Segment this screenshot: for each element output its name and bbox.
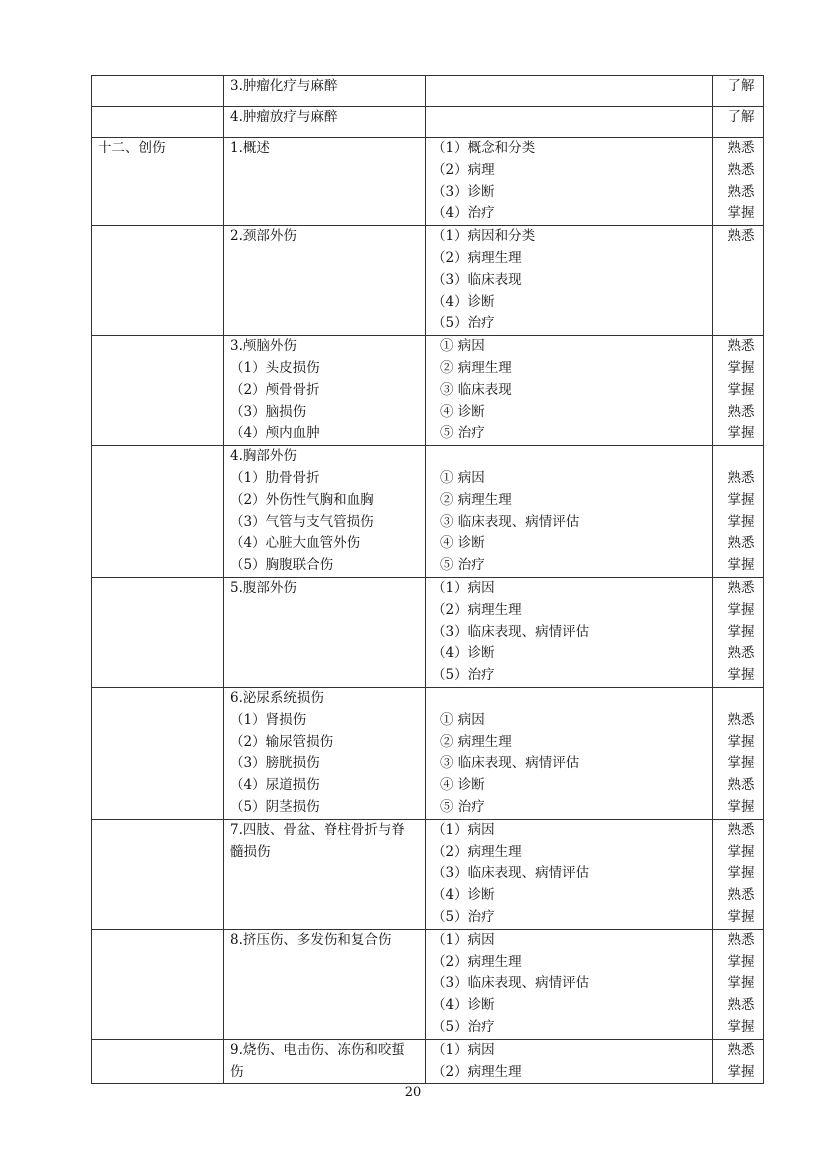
- topic-cell: [92, 336, 224, 446]
- content-cell: [426, 687, 713, 819]
- subtopic-cell: [224, 1039, 426, 1084]
- content-item: ③ 临床表现、病情评估: [440, 513, 580, 530]
- requirement-level: 熟悉: [727, 579, 755, 596]
- topic-cell: [92, 929, 224, 1039]
- content-cell: [426, 138, 713, 226]
- content-item: （3）临床表现: [432, 271, 522, 288]
- content-item: （5）治疗: [432, 315, 495, 332]
- table-row: [92, 577, 764, 687]
- subtopic-title: 8.挤压伤、多发伤和复合伤: [230, 931, 392, 948]
- topic-cell: [92, 76, 224, 107]
- requirement-level: 掌握: [727, 843, 755, 860]
- subtopic-cell: [224, 107, 426, 138]
- requirement-level: 熟悉: [727, 183, 755, 200]
- subtopic-title: 1.概述: [230, 140, 270, 156]
- page-number: 20: [404, 1085, 422, 1100]
- requirement-level-cell: [713, 929, 764, 1039]
- requirement-level: 熟悉: [727, 338, 755, 355]
- subtopic-item: 髓损伤: [230, 843, 271, 860]
- requirement-level-cell: [713, 1039, 764, 1084]
- requirement-level: [719, 688, 763, 710]
- subtopic-item: （3）气管与支气管损伤: [230, 513, 374, 530]
- content-item: ① 病因: [440, 711, 485, 728]
- requirement-level: 掌握: [727, 359, 755, 376]
- requirement-level: 掌握: [727, 425, 755, 442]
- content-item: ③ 临床表现、病情评估: [440, 755, 580, 772]
- content-cell: [426, 819, 713, 929]
- subtopic-cell: [224, 819, 426, 929]
- content-item: （4）诊断: [432, 645, 495, 662]
- subtopic-title: 4.胸部外伤: [230, 448, 297, 465]
- content-item: （1）病因: [432, 821, 495, 838]
- content-item: （3）临床表现、病情评估: [432, 865, 590, 882]
- subtopic-item: 伤: [230, 1063, 244, 1080]
- subtopic-item: （2）输尿管损伤: [230, 733, 334, 750]
- table-row: [92, 1039, 764, 1084]
- requirement-level: 熟悉: [727, 140, 755, 156]
- content-item: （2）病理生理: [432, 953, 522, 970]
- subtopic-item: （1）肋骨骨折: [230, 469, 320, 486]
- content-item: （4）治疗: [432, 205, 495, 222]
- requirement-level: 掌握: [727, 205, 755, 222]
- subtopic-item: （5）胸腹联合伤: [230, 557, 334, 574]
- requirement-level: 熟悉: [727, 821, 755, 838]
- subtopic-cell: [224, 577, 426, 687]
- content-item: ⑤ 治疗: [440, 557, 485, 574]
- content-item: ⑤ 治疗: [440, 798, 485, 815]
- subtopic-title: 9.烧伤、电击伤、冻伤和咬蜇: [230, 1041, 405, 1058]
- content-item: （5）治疗: [432, 908, 495, 925]
- content-cell: [426, 577, 713, 687]
- content-item: ① 病因: [440, 469, 485, 486]
- topic-cell: [92, 226, 224, 336]
- requirement-level: 熟悉: [727, 887, 755, 904]
- requirement-level: 掌握: [727, 733, 755, 750]
- content-item: ② 病理生理: [440, 359, 512, 376]
- subtopic-title: 5.腹部外伤: [230, 579, 297, 596]
- subtopic-title: 6.泌尿系统损伤: [230, 689, 324, 706]
- content-item: （3）诊断: [432, 183, 495, 200]
- content-item: （2）病理: [432, 161, 495, 178]
- requirement-level: 了解: [727, 78, 755, 94]
- content-cell: [426, 107, 713, 138]
- content-item: ② 病理生理: [440, 733, 512, 750]
- requirement-level: 掌握: [727, 381, 755, 398]
- requirement-level: 熟悉: [727, 1041, 755, 1058]
- requirement-level: 掌握: [727, 1063, 755, 1080]
- content-cell: [426, 446, 713, 578]
- requirement-level: 熟悉: [727, 403, 755, 420]
- table-row: [92, 76, 764, 107]
- requirement-level: 掌握: [727, 755, 755, 772]
- syllabus-table-body: [92, 76, 764, 1084]
- content-item: （2）病理生理: [432, 249, 522, 266]
- subtopic-item: （3）膀胱损伤: [230, 755, 320, 772]
- subtopic-item: （5）阴茎损伤: [230, 798, 320, 815]
- content-item: （3）临床表现、病情评估: [432, 623, 590, 640]
- content-item: （5）治疗: [432, 1018, 495, 1035]
- requirement-level: 掌握: [727, 667, 755, 684]
- content-cell: [426, 1039, 713, 1084]
- table-row: [92, 687, 764, 819]
- topic-cell: [92, 138, 224, 226]
- topic-cell: [92, 577, 224, 687]
- requirement-level: 掌握: [727, 513, 755, 530]
- subtopic-item: （4）心脏大血管外伤: [230, 535, 361, 552]
- requirement-level-cell: [713, 226, 764, 336]
- topic-cell: [92, 687, 224, 819]
- requirement-level: 掌握: [727, 557, 755, 574]
- content-item: （2）病理生理: [432, 601, 522, 618]
- content-item: （1）病因和分类: [432, 228, 536, 245]
- topic-cell: [92, 819, 224, 929]
- subtopic-title: 3.颅脑外伤: [230, 338, 297, 355]
- subtopic-item: （2）外伤性气胸和血胸: [230, 491, 374, 508]
- requirement-level-cell: [713, 687, 764, 819]
- content-item: （4）诊断: [432, 997, 495, 1014]
- content-item: （5）治疗: [432, 667, 495, 684]
- requirement-level-cell: [713, 446, 764, 578]
- subtopic-item: （2）颅骨骨折: [230, 381, 320, 398]
- topic-label: 十二、创伤: [98, 140, 166, 156]
- requirement-level: [719, 446, 763, 468]
- subtopic-title: 2.颈部外伤: [230, 228, 297, 245]
- requirement-level-cell: [713, 336, 764, 446]
- content-item: （4）诊断: [432, 293, 495, 310]
- requirement-level: 熟悉: [727, 535, 755, 552]
- subtopic-item: （4）颅内血肿: [230, 425, 320, 442]
- subtopic-cell: [224, 336, 426, 446]
- content-item: ① 病因: [440, 338, 485, 355]
- subtopic-cell: [224, 687, 426, 819]
- content-item: （1）概念和分类: [432, 140, 536, 156]
- table-row: [92, 336, 764, 446]
- content-item: ④ 诊断: [440, 403, 485, 420]
- content-item: ⑤ 治疗: [440, 425, 485, 442]
- content-item: （2）病理生理: [432, 843, 522, 860]
- table-row: [92, 107, 764, 138]
- subtopic-cell: [224, 929, 426, 1039]
- content-item: ④ 诊断: [440, 777, 485, 794]
- content-item: ④ 诊断: [440, 535, 485, 552]
- content-cell: [426, 76, 713, 107]
- requirement-level: 掌握: [727, 865, 755, 882]
- content-item: ③ 临床表现: [440, 381, 512, 398]
- content-item: （3）临床表现、病情评估: [432, 975, 590, 992]
- subtopic-cell: [224, 446, 426, 578]
- subtopic-title: 7.四肢、骨盆、脊柱骨折与脊: [230, 821, 405, 838]
- table-row: [92, 819, 764, 929]
- requirement-level-cell: [713, 819, 764, 929]
- content-cell: [426, 929, 713, 1039]
- requirement-level: 熟悉: [727, 777, 755, 794]
- requirement-level: 掌握: [727, 1018, 755, 1035]
- table-row: [92, 138, 764, 226]
- subtopic-item: （4）尿道损伤: [230, 777, 320, 794]
- content-item: （1）病因: [432, 931, 495, 948]
- requirement-level-cell: [713, 138, 764, 226]
- requirement-level: 掌握: [727, 798, 755, 815]
- requirement-level: 熟悉: [727, 997, 755, 1014]
- requirement-level: 熟悉: [727, 161, 755, 178]
- content-item: ② 病理生理: [440, 491, 512, 508]
- content-item: （2）病理生理: [432, 1063, 522, 1080]
- content-item: （4）诊断: [432, 887, 495, 904]
- subtopic-title: 3.肿瘤化疗与麻醉: [230, 78, 338, 94]
- content-item: [432, 688, 712, 710]
- requirement-level-cell: [713, 107, 764, 138]
- content-cell: [426, 226, 713, 336]
- requirement-level: 掌握: [727, 953, 755, 970]
- content-item: （1）病因: [432, 1041, 495, 1058]
- table-row: [92, 446, 764, 578]
- subtopic-cell: [224, 138, 426, 226]
- topic-cell: [92, 1039, 224, 1084]
- requirement-level: 掌握: [727, 908, 755, 925]
- subtopic-item: （1）肾损伤: [230, 711, 307, 728]
- table-row: [92, 226, 764, 336]
- subtopic-cell: [224, 76, 426, 107]
- topic-cell: [92, 107, 224, 138]
- requirement-level-cell: [713, 577, 764, 687]
- syllabus-table: [91, 75, 764, 1084]
- requirement-level: 熟悉: [727, 711, 755, 728]
- subtopic-item: （1）头皮损伤: [230, 359, 320, 376]
- topic-cell: [92, 446, 224, 578]
- requirement-level: 掌握: [727, 601, 755, 618]
- content-item: [432, 446, 712, 468]
- requirement-level: 掌握: [727, 623, 755, 640]
- table-row: [92, 929, 764, 1039]
- requirement-level: 熟悉: [727, 469, 755, 486]
- subtopic-title: 4.肿瘤放疗与麻醉: [230, 109, 338, 125]
- requirement-level: 熟悉: [727, 645, 755, 662]
- requirement-level: 掌握: [727, 975, 755, 992]
- requirement-level: 掌握: [727, 491, 755, 508]
- subtopic-cell: [224, 226, 426, 336]
- requirement-level-cell: [713, 76, 764, 107]
- content-item: （1）病因: [432, 579, 495, 596]
- content-cell: [426, 336, 713, 446]
- requirement-level: 熟悉: [727, 931, 755, 948]
- requirement-level: 熟悉: [727, 228, 755, 245]
- subtopic-item: （3）脑损伤: [230, 403, 307, 420]
- requirement-level: 了解: [727, 109, 755, 125]
